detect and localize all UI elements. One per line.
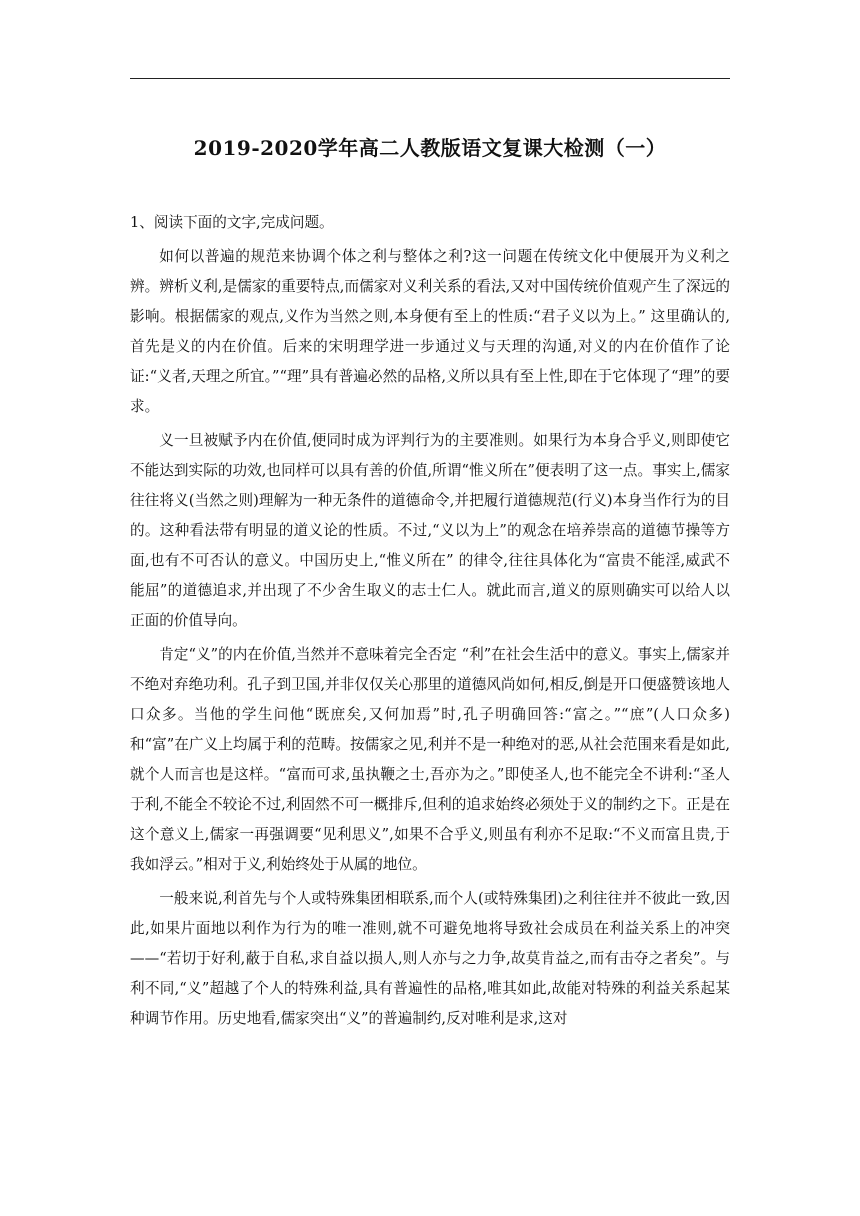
paragraph: 肯定“义”的内在价值,当然并不意味着完全否定 “利”在社会生活中的意义。事实上,儒家并不绝对弃绝功利。孔子到卫国,并非仅仅关心那里的道德风尚如何,相反,倒是开口便盛赞该地人口众多。当他的学生问他“既庶矣,又何加焉”时,孔子明确回答:“富之。”“庶”(人口众多)和“富”在广义上均属于利的范畴。按儒家之见,利并不是一种绝对的恶,从社会范围来看是如此,就个人而言也是这样。“富而可求,虽执鞭之士,吾亦为之。”即使圣人,也不能完全不讲利:“圣人于利,不能全不较论不过,利固然不可一概排斥,但利的追求始终必须处于义的制约之下。正是在这个意义上,儒家一再强调要“见利思义”,如果不合乎义,则虽有利亦不足取:“不义而富且贵,于我如浮云。”相对于义,利始终处于从属的地位。 <box>130 646 730 873</box>
question-prompt: 1、阅读下面的文字,完成问题。 <box>130 214 334 231</box>
header-rule <box>130 78 730 79</box>
paragraph: 一般来说,利首先与个人或特殊集团相联系,而个人(或特殊集团)之利往往并不彼此一致,因此,如果片面地以利作为行为的唯一准则,就不可避免地将导致社会成员在利益关系上的冲突——“若切于好利,蔽于自私,求自益以损人,则人亦与之力争,故莫肯益之,而有击夺之者矣”。与利不同,“义”超越了个人的特殊利益,具有普遍性的品格,唯其如此,故能对特殊的利益关系起某种调节作用。历史地看,儒家突出“义”的普遍制约,反对唯利是求,这对 <box>130 890 730 1027</box>
paragraph: 义一旦被赋予内在价值,便同时成为评判行为的主要准则。如果行为本身合乎义,则即使它不能达到实际的功效,也同样可以具有善的价值,所谓“惟义所在”便表明了这一点。事实上,儒家往往将义(当然之则)理解为一种无条件的道德命令,并把履行道德规范(行义)本身当作行为的目的。这种看法带有明显的道义论的性质。不过,“义以为上”的观念在培养崇高的道德节操等方面,也有不可否认的意义。中国历史上,“惟义所在” 的律令,往往具体化为“富贵不能淫,威武不能屈”的道德追求,并出现了不少舍生取义的志士仁人。就此而言,道义的原则确实可以给人以正面的价值导向。 <box>130 432 730 629</box>
paragraph: 如何以普遍的规范来协调个体之利与整体之利?这一问题在传统文化中便展开为义利之辨。辨析义利,是儒家的重要特点,而儒家对义利关系的看法,又对中国传统价值观产生了深远的影响。根据儒家的观点,义作为当然之则,本身便有至上的性质:“君子义以为上。” 这里确认的,首先是义的内在价值。后来的宋明理学进一步通过义与天理的沟通,对义的内在价值作了论证:“义者,天理之所宜。”“理”具有普遍必然的品格,义所以具有至上性,即在于它体现了“理”的要求。 <box>130 248 730 415</box>
document-body <box>130 208 730 1034</box>
document-title: 2019-2020学年高二人教版语文复课大检测（一） <box>193 136 667 160</box>
